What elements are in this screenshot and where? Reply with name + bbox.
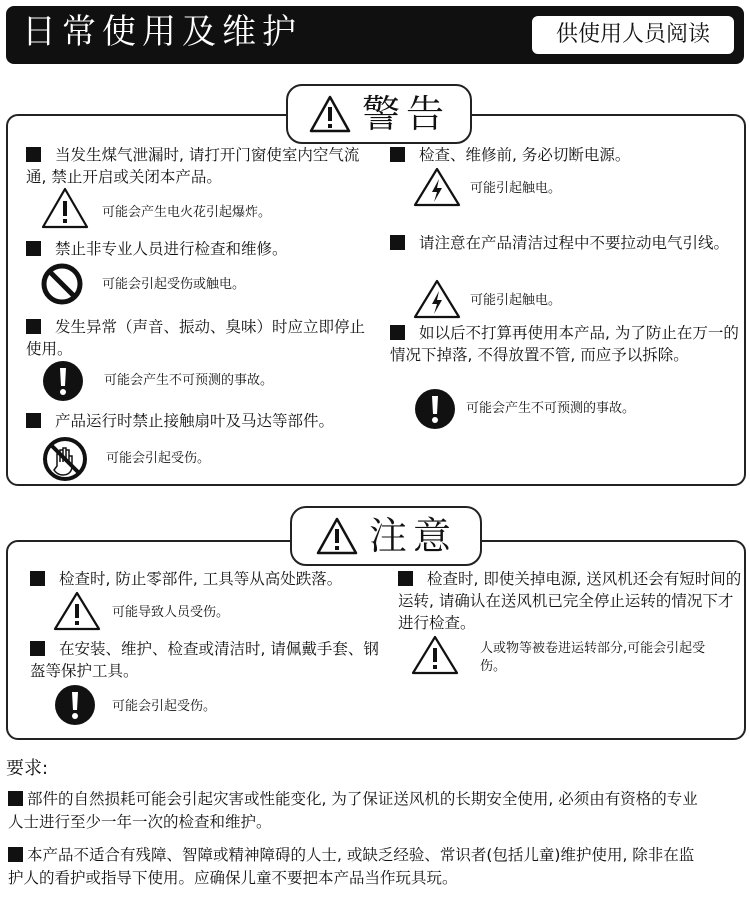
caution-title-box	[290, 506, 482, 566]
prohibition-icon	[40, 262, 84, 306]
hazard-note: 可能会产生电火花引起爆炸。	[102, 205, 272, 220]
hazard-note: 可能会引起受伤。	[106, 451, 211, 466]
requirements-title: 要求:	[6, 758, 49, 779]
bullet-square-icon	[26, 319, 41, 334]
item-text: 在安装、维护、检查或清洁时, 请佩戴手套、钢盔等保护工具。	[30, 640, 379, 680]
warning-triangle-icon	[410, 634, 460, 676]
bullet-square-icon	[390, 235, 405, 250]
bullet-square-icon	[26, 147, 41, 162]
item-text: 如以后不打算再使用本产品, 为了防止在万一的情况下掉落, 不得放置不管, 而应予以拆除。	[390, 324, 739, 364]
warning-item	[390, 322, 740, 366]
item-text: 检查、维修前, 务必切断电源。	[419, 146, 631, 164]
caution-item	[398, 568, 744, 634]
bullet-square-icon	[390, 325, 405, 340]
item-text: 禁止非专业人员进行检查和维修。	[55, 240, 288, 258]
warning-triangle-icon	[40, 186, 90, 230]
mandatory-exclamation-icon	[54, 684, 96, 726]
bullet-square-icon	[30, 641, 45, 656]
caution-triangle-icon	[315, 516, 359, 556]
warning-item	[26, 316, 366, 360]
electric-shock-icon	[412, 166, 462, 208]
mandatory-exclamation-icon	[42, 360, 84, 402]
hazard-note: 可能会引起受伤。	[112, 699, 217, 714]
warning-item	[26, 144, 366, 188]
warning-triangle-icon	[52, 590, 102, 632]
bullet-square-icon	[30, 571, 45, 586]
item-text: 请注意在产品清洁过程中不要拉动电气引线。	[419, 234, 730, 252]
hazard-note: 可能导致人员受伤。	[112, 605, 230, 620]
bullet-square-icon	[398, 571, 413, 586]
warning-item	[390, 232, 740, 254]
caution-item	[30, 638, 390, 682]
item-text: 检查时, 即使关掉电源, 送风机还会有短时间的运转, 请确认在送风机已完全停止运转的情况下才进行检查。	[398, 570, 742, 632]
warning-item	[26, 410, 376, 432]
warning-title-box	[286, 84, 472, 144]
warning-item	[26, 238, 366, 260]
no-touch-hand-icon	[42, 436, 88, 482]
bullet-square-icon	[8, 791, 23, 806]
mandatory-exclamation-icon	[414, 388, 456, 430]
item-text: 发生异常（声音、振动、臭味）时应立即停止使用。	[26, 318, 366, 358]
page-title: 日常使用及维护	[22, 12, 302, 52]
caution-title: 注意	[368, 514, 457, 558]
hazard-note: 可能引起触电。	[470, 181, 562, 196]
item-text: 检查时, 防止零部件, 工具等从高处跌落。	[59, 570, 343, 588]
requirement-text: 本产品不适合有残障、智障或精神障碍的人士, 或缺乏经验、常识者(包括儿童)维护使用, 除非在监护人的看护或指导下使用。应确保儿童不要把本产品当作玩具玩。	[8, 846, 695, 887]
hazard-note: 可能会引起受伤或触电。	[102, 277, 246, 292]
bullet-square-icon	[26, 413, 41, 428]
requirement-text: 部件的自然损耗可能会引起灾害或性能变化, 为了保证送风机的长期安全使用, 必须由有资格的专业人士进行至少一年一次的检查和维护。	[8, 790, 698, 831]
bullet-square-icon	[8, 847, 23, 862]
audience-tag: 供使用人员阅读	[532, 16, 734, 54]
electric-shock-icon	[412, 278, 462, 320]
warning-item	[390, 144, 736, 166]
hazard-note: 可能引起触电。	[470, 293, 562, 308]
item-text: 当发生煤气泄漏时, 请打开门窗使室内空气流通, 禁止开启或关闭本产品。	[26, 146, 360, 186]
hazard-note: 人或物等被卷进运转部分,可能会引起受伤。	[480, 641, 706, 674]
bullet-square-icon	[390, 147, 405, 162]
hazard-note: 可能会产生不可预测的事故。	[104, 373, 274, 388]
requirement-item	[8, 788, 708, 834]
bullet-square-icon	[26, 241, 41, 256]
requirement-item	[8, 844, 708, 890]
warning-triangle-icon	[308, 94, 352, 134]
warning-title: 警告	[361, 92, 450, 136]
item-text: 产品运行时禁止接触扇叶及马达等部件。	[55, 412, 335, 430]
caution-item	[30, 568, 390, 590]
hazard-note: 可能会产生不可预测的事故。	[466, 401, 636, 416]
